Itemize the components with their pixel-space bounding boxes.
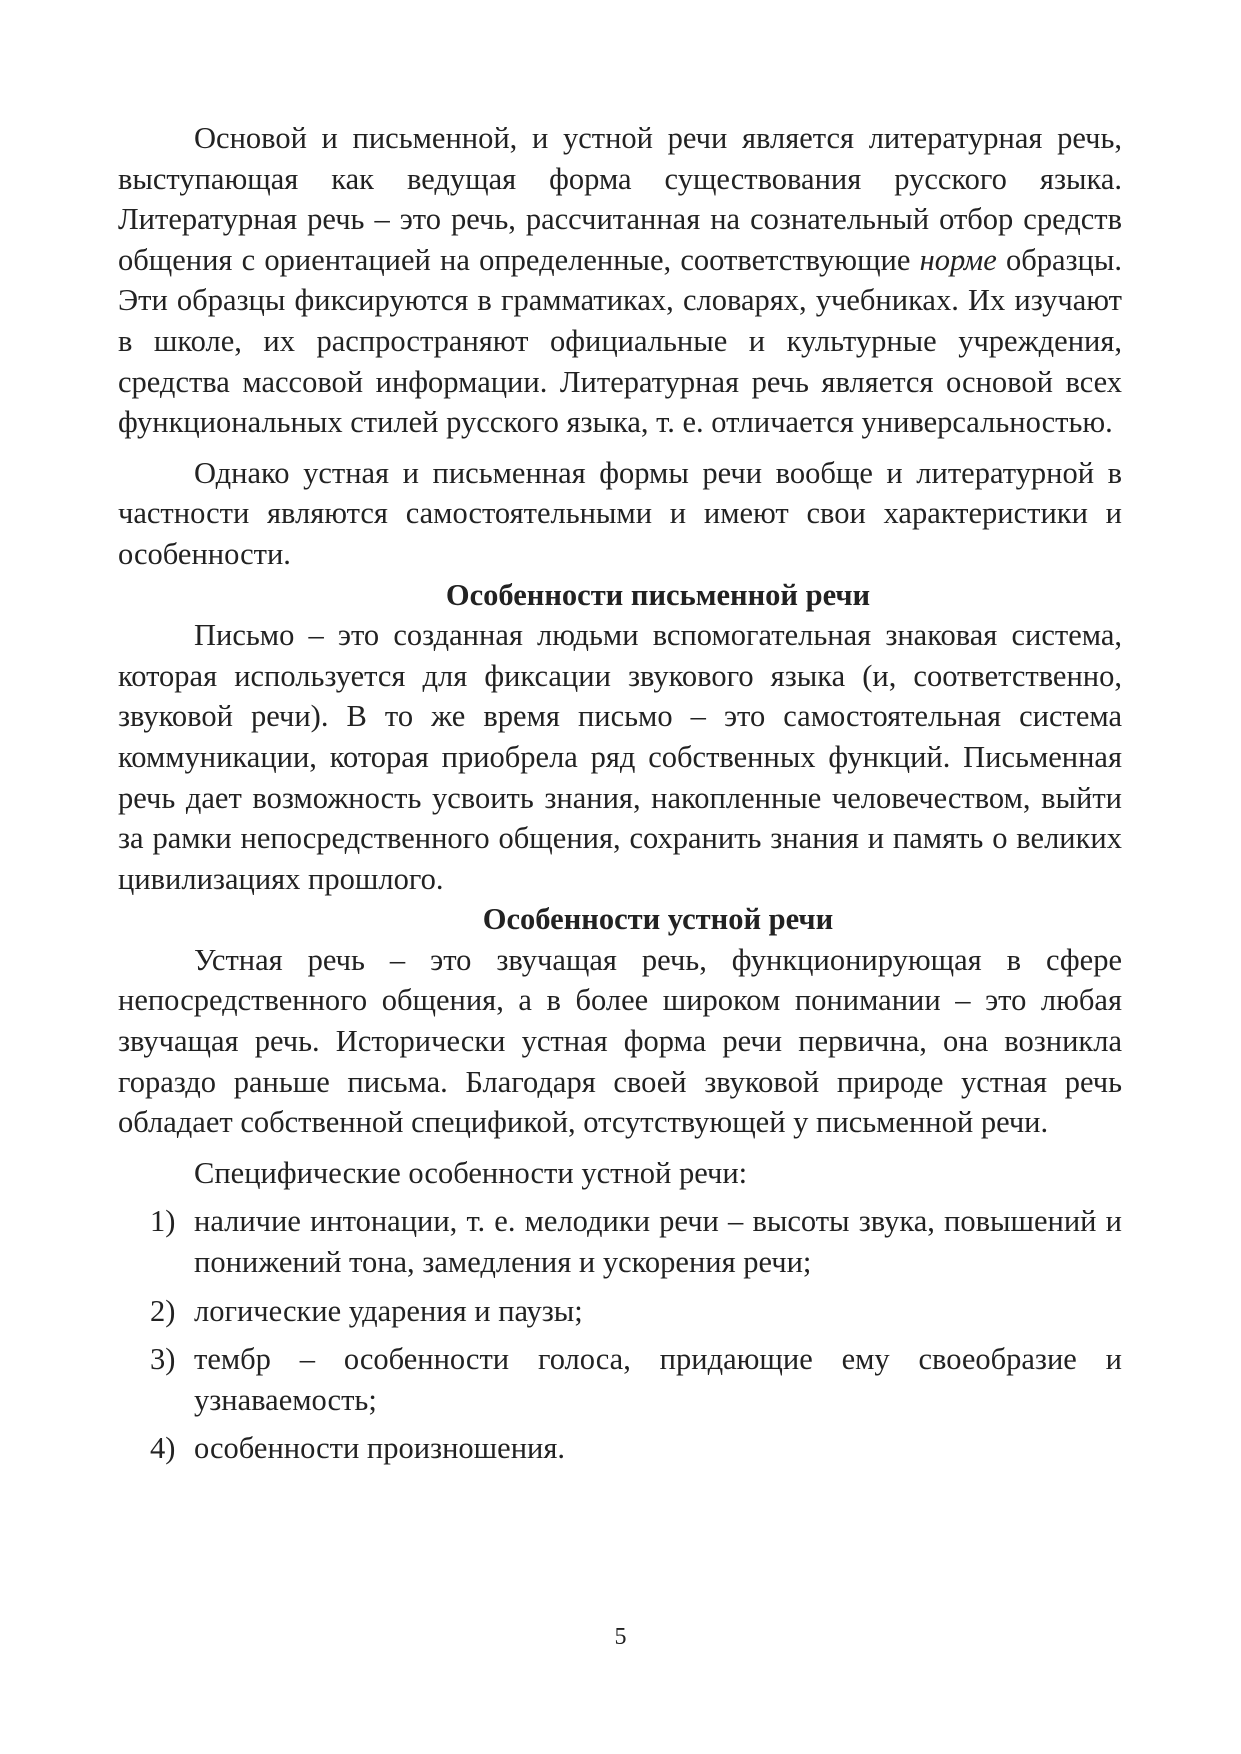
paragraph-oral-speech: Устная речь – это звучащая речь, функционирующая в сфере непосредственного общения, а в более широком понимании – это любая звучащая речь. Исторически устная форма речи первична, она возникла гораздо раньше письма. Благодаря своей звуковой природе устная речь обладает собственной спецификой, отсутствующей у письменной речи.: [118, 942, 1122, 1140]
heading-written-speech: Особенности письменной речи: [445, 577, 871, 612]
paragraph-list-intro: Специфические особенности устной речи:: [194, 1155, 748, 1190]
page-number: 5: [614, 1624, 627, 1650]
paragraph-writing: Письмо – это созданная людьми вспомогательная знаковая система, которая используется для фиксации звукового языка (и, соответственно, звуковой речи). В то же время письмо – это самостоятельная система коммуникации, которая приобрела ряд собственных функций. Письменная речь дает возможность усвоить знания, накопленные человечеством, выйти за рамки непосредственного общения, сохранить знания и память о великих цивилизациях прошлого.: [118, 618, 1122, 896]
list-item: [118, 1428, 1122, 1469]
heading-oral-speech: Особенности устной речи: [482, 902, 834, 937]
paragraph-text: образцы. Эти образцы фиксируются в грамматиках, словарях, учебниках. Их изучают в школе, их распространяют официальные и культурные учреждения, средства массовой информации. Литературная речь является основой всех функциональных стилей русского языка, т. е. отличается универсальностью.: [118, 242, 1122, 440]
list-item-text: логические ударения и паузы;: [194, 1293, 583, 1328]
list-item: [118, 1339, 1122, 1420]
list-marker: 4): [150, 1431, 176, 1466]
paragraph-text: Основой и письменной, и устной речи является литературная речь, выступающая как ведущая форма существования русского языка. Литературная речь – это речь, рассчитанная на сознательный отбор средств общения с ориентацией на определенные, соответствующие: [118, 121, 1122, 277]
list-item-text: тембр – особенности голоса, придающие ему своеобразие и узнаваемость;: [194, 1342, 1122, 1417]
paragraph-forms-of-speech: Однако устная и письменная формы речи вообще и литературной в частности являются самостоятельными и имеют свои характеристики и особенности.: [118, 455, 1122, 571]
list-marker: 2): [150, 1293, 176, 1328]
list-item-text: особенности произношения.: [194, 1431, 566, 1466]
paragraph-literary-speech: [118, 118, 1122, 443]
list-item: [118, 1291, 1122, 1332]
page-body: [118, 118, 1122, 1477]
list-item: [118, 1201, 1122, 1282]
features-list: [118, 1201, 1122, 1469]
list-marker: 3): [150, 1342, 176, 1377]
italic-term: норме: [919, 242, 997, 277]
list-item-text: наличие интонации, т. е. мелодики речи – высоты звука, повышений и понижений тона, замедления и ускорения речи;: [194, 1204, 1122, 1280]
list-marker: 1): [150, 1204, 176, 1239]
